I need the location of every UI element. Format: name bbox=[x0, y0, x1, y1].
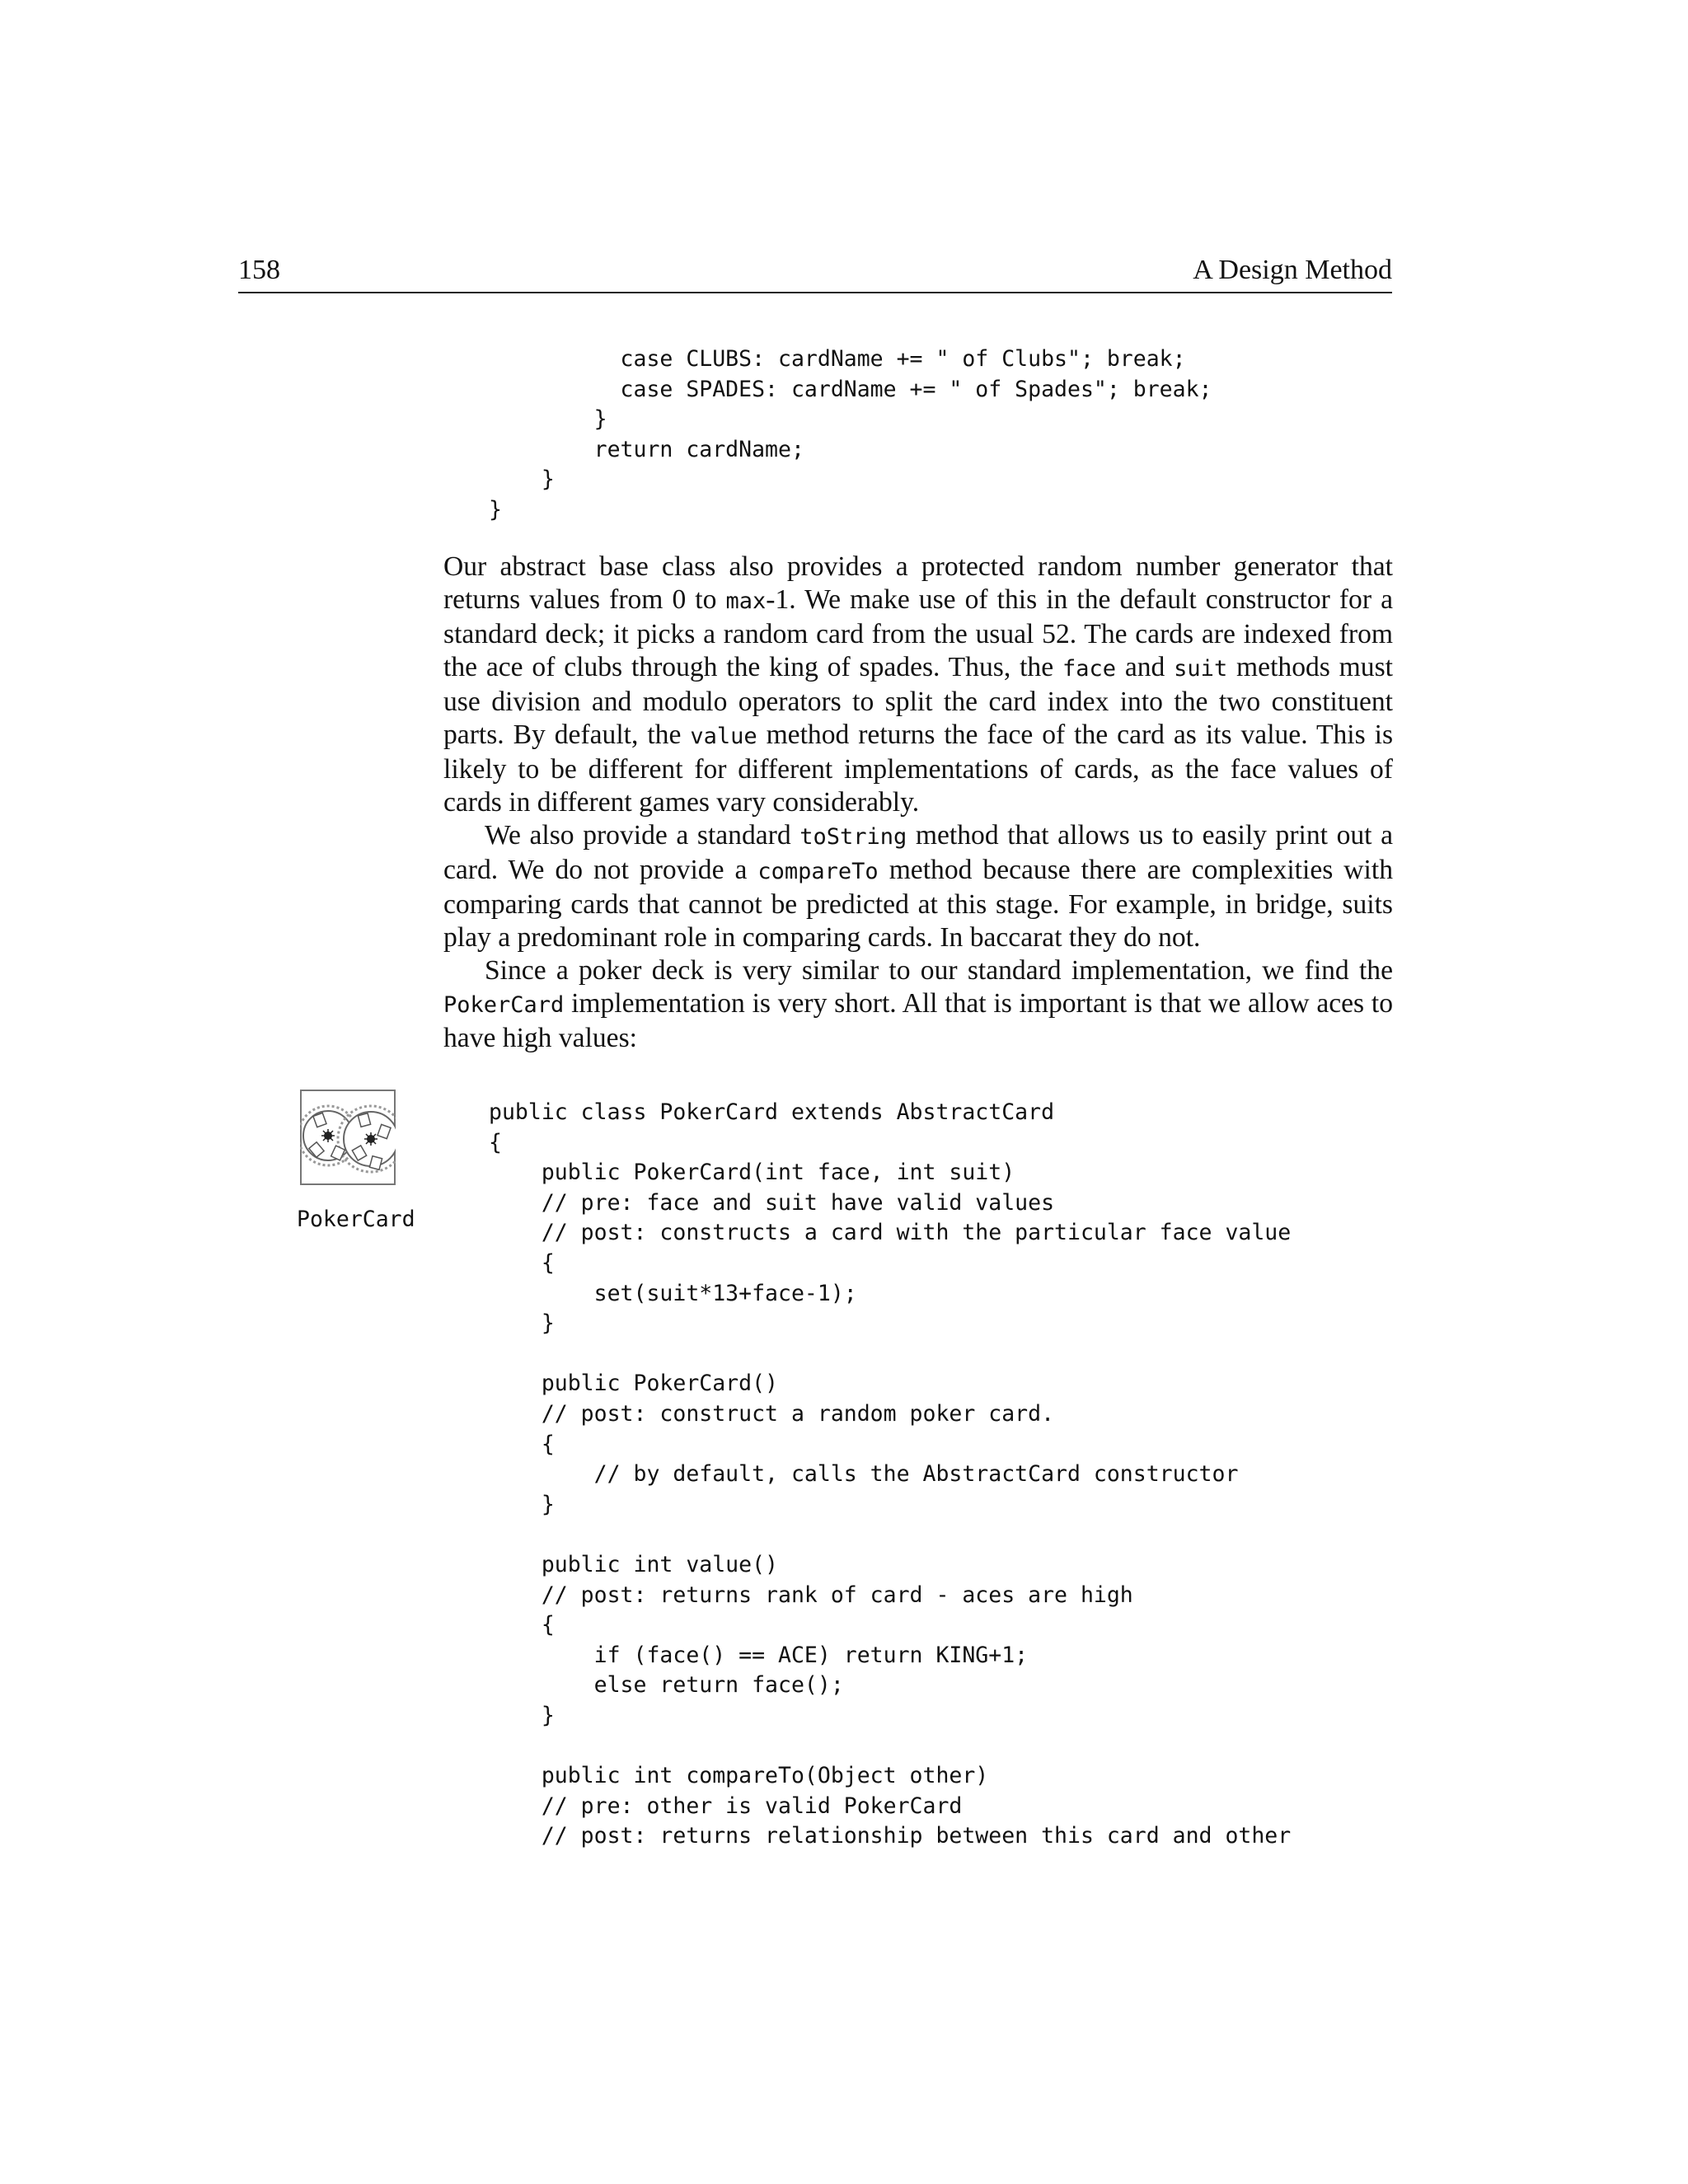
code-line: else return face(); bbox=[489, 1672, 844, 1699]
code-line: case SPADES: cardName += " of Spades"; break; bbox=[489, 376, 1212, 402]
code-line: } bbox=[489, 1491, 555, 1517]
paragraph-pokercard-intro bbox=[443, 954, 1393, 1055]
code-line: } bbox=[489, 496, 502, 523]
page-number: 158 bbox=[238, 255, 280, 285]
code-line: if (face() == ACE) return KING+1; bbox=[489, 1642, 1029, 1668]
code-line: public PokerCard() bbox=[489, 1371, 778, 1397]
gears-icon bbox=[300, 1090, 396, 1185]
code-line: public int compareTo(Object other) bbox=[489, 1763, 989, 1789]
code-block-tostring-end bbox=[489, 344, 1212, 526]
code-line bbox=[489, 1520, 1291, 1550]
code-line: } bbox=[489, 466, 555, 493]
code-line: case CLUBS: cardName += " of Clubs"; break; bbox=[489, 346, 1186, 372]
inline-code: PokerCard bbox=[443, 992, 565, 1018]
text-run: method because there are complexities with comparing cards that cannot be predicted at this stage. For example, in bridge, suits play a predominant role in comparing cards. In baccarat they do not. bbox=[443, 855, 1393, 953]
inline-code: toString bbox=[799, 824, 907, 850]
code-line: { bbox=[489, 1431, 555, 1457]
code-line: // pre: other is valid PokerCard bbox=[489, 1793, 963, 1819]
code-line: } bbox=[489, 1702, 555, 1728]
text-run: Our abstract base class also provides a protected random number generator that returns values from 0 to bbox=[443, 551, 1393, 615]
code-line: return cardName; bbox=[489, 436, 804, 462]
code-line: } bbox=[489, 406, 607, 433]
code-line: // post: returns rank of card - aces are high bbox=[489, 1582, 1133, 1608]
paragraph-random-generator bbox=[443, 551, 1393, 819]
inline-code: suit bbox=[1174, 656, 1228, 682]
text-run: implementation is very short. All that is important is that we allow aces to have high values: bbox=[443, 988, 1393, 1053]
text-run: Since a poker deck is very similar to our standard implementation, we find the bbox=[485, 955, 1393, 986]
code-line: public int value() bbox=[489, 1551, 778, 1577]
body-text bbox=[443, 551, 1393, 1055]
text-run: method that allows us to easily print out a card. We do not provide a bbox=[443, 820, 1393, 885]
inline-code: max bbox=[725, 588, 767, 614]
margin-label-pokercard: PokerCard bbox=[297, 1207, 415, 1232]
code-line bbox=[489, 1731, 1291, 1761]
code-line: { bbox=[489, 1612, 555, 1638]
code-line: // post: constructs a card with the particular face value bbox=[489, 1220, 1292, 1246]
inline-code: compareTo bbox=[757, 859, 879, 884]
paragraph-tostring bbox=[443, 819, 1393, 954]
code-line: } bbox=[489, 1310, 555, 1337]
code-line: { bbox=[489, 1249, 555, 1276]
inline-code: value bbox=[690, 724, 757, 749]
text-run: -1. We make use of this in the default constructor for a standard deck; it picks a random card from the usual 52. The cards are indexed from the ace of clubs through the king of spades. Thus, the bbox=[443, 584, 1393, 682]
code-line: // post: returns relationship between this card and other bbox=[489, 1823, 1292, 1849]
text-run: We also provide a standard bbox=[485, 820, 800, 851]
code-line: // by default, calls the AbstractCard constructor bbox=[489, 1461, 1239, 1488]
code-line bbox=[489, 1339, 1291, 1370]
text-run: and bbox=[1115, 652, 1175, 682]
inline-code: face bbox=[1062, 656, 1116, 682]
code-line: public class PokerCard extends AbstractCard bbox=[489, 1099, 1055, 1125]
code-line: // pre: face and suit have valid values bbox=[489, 1189, 1055, 1216]
chapter-title: A Design Method bbox=[1193, 255, 1392, 285]
code-line: { bbox=[489, 1129, 502, 1155]
code-line: public PokerCard(int face, int suit) bbox=[489, 1160, 1015, 1186]
code-line: // post: construct a random poker card. bbox=[489, 1400, 1055, 1427]
code-block-pokercard bbox=[489, 1098, 1291, 1852]
text-run: methods must use division and modulo operators to split the card index into the two constituent parts. By default, the bbox=[443, 652, 1393, 750]
text-run: method returns the face of the card as its value. This is likely to be different for different implementations of cards, as the face values of cards in different games vary considerably. bbox=[443, 719, 1394, 818]
code-line: set(suit*13+face-1); bbox=[489, 1280, 857, 1306]
running-header bbox=[238, 252, 1392, 293]
